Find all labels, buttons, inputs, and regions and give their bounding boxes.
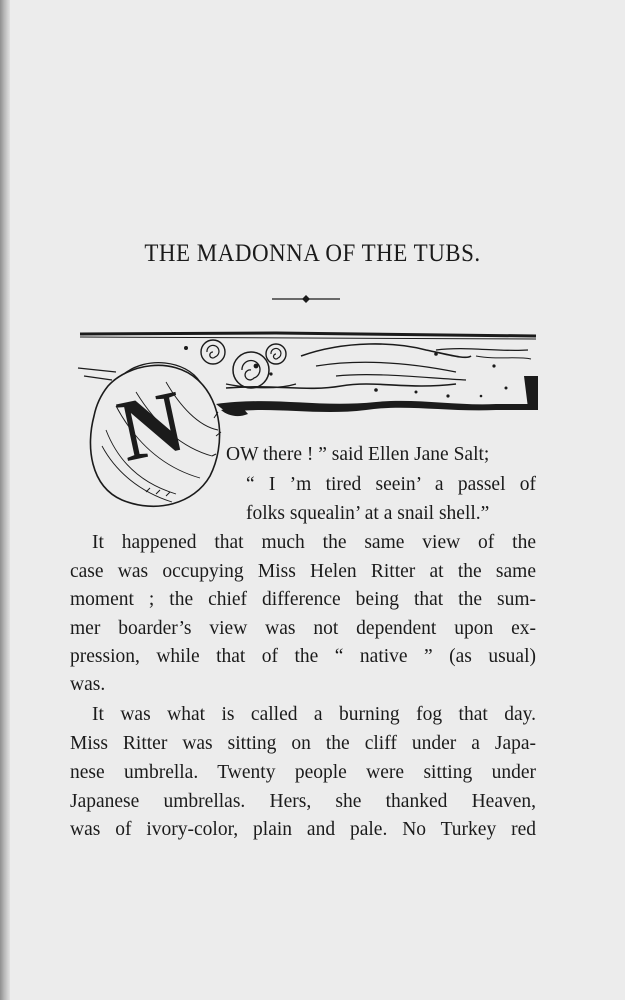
text-line: Japanese umbrellas. Hers, she thanked Heaven, xyxy=(70,791,536,812)
text-line: nese umbrella. Twenty people were sitting under xyxy=(70,762,536,783)
text-line: was. xyxy=(70,674,106,695)
text-line: folks squealin’ at a snail shell.” xyxy=(246,503,490,524)
text-line: was of ivory-color, plain and pale. No Turkey red xyxy=(70,819,536,840)
text-line: It was what is called a burning fog that day. xyxy=(92,704,536,725)
page-edge-shadow xyxy=(0,0,10,1000)
text-line: Miss Ritter was sitting on the cliff under a Japa- xyxy=(70,733,536,754)
chapter-title: THE MADONNA OF THE TUBS. xyxy=(144,238,481,267)
text-line: It happened that much the same view of the xyxy=(92,532,536,553)
title-ornament xyxy=(272,293,340,305)
text-line: pression, while that of the “ native ” (as usual) xyxy=(70,646,536,667)
text-line: moment ; the chief difference being that the sum- xyxy=(70,589,536,610)
drop-cap: N xyxy=(110,372,193,481)
text-line: “ I ’m tired seein’ a passel of xyxy=(246,474,536,495)
text-line: mer boarder’s view was not dependent upon ex- xyxy=(70,618,536,639)
text-line: OW there ! ” said Ellen Jane Salt; xyxy=(226,444,490,465)
text-line: case was occupying Miss Helen Ritter at the same xyxy=(70,561,536,582)
